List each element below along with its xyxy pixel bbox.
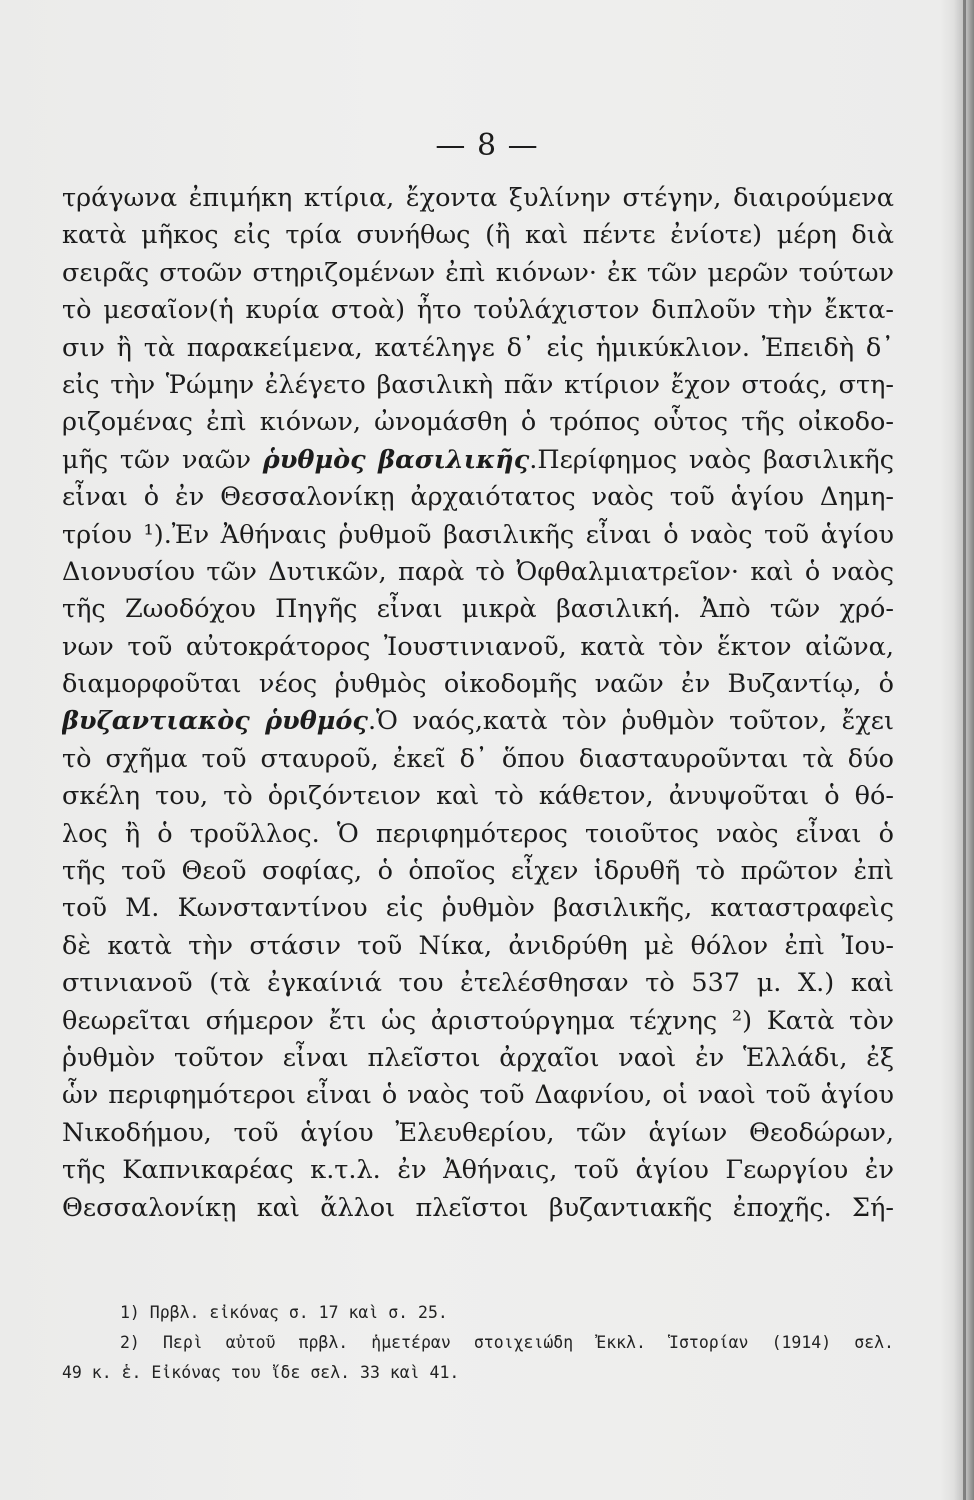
text-line: στινιανοῦ (τὰ ἐγκαίνιά του ἐτελέσθησαν τὸ 537 μ. Χ.) καὶ bbox=[62, 968, 894, 999]
text-line: νων τοῦ αὐτοκράτορος Ἰουστινιανοῦ, κατὰ τὸν ἕκτον αἰῶνα, bbox=[62, 631, 894, 662]
text-line: σειρᾶς στοῶν στηριζομένων ἐπὶ κιόνων· ἐκ τῶν μερῶν τούτων bbox=[62, 257, 894, 288]
text-segment: μῆς τῶν ναῶν bbox=[62, 444, 252, 475]
text-segment: .Περίφημος ναὸς βασιλικῆς bbox=[529, 444, 894, 475]
text-line: σκέλη του, τὸ ὁριζόντειον καὶ τὸ κάθετον, ἀνυψοῦται ὁ θό- bbox=[62, 781, 894, 812]
text-line: τρίου ¹).Ἐν Ἀθήναις ῥυθμοῦ βασιλικῆς εἶναι ὁ ναὸς τοῦ ἁγίου bbox=[62, 519, 894, 550]
text-line: ὧν περιφημότεροι εἶναι ὁ ναὸς τοῦ Δαφνίου, οἱ ναοὶ τοῦ ἁγίου bbox=[62, 1080, 894, 1111]
page-number: — 8 — bbox=[435, 128, 539, 163]
text-line: Νικοδήμου, τοῦ ἁγίου Ἐλευθερίου, τῶν ἁγίων Θεοδώρων, bbox=[62, 1117, 894, 1148]
text-line: τὸ μεσαῖον(ἡ κυρία στοὰ) ἦτο τοὐλάχιστον διπλοῦν τὴν ἔκτα- bbox=[62, 295, 894, 326]
term-byzantine-style: βυζαντιακὸς ῥυθμός bbox=[62, 706, 368, 737]
body-text bbox=[62, 180, 894, 1227]
text-line: τὸ σχῆμα τοῦ σταυροῦ, ἐκεῖ δ᾽ ὅπου διασταυροῦνται τὰ δύο bbox=[62, 743, 894, 774]
text-line: δὲ κατὰ τὴν στάσιν τοῦ Νίκα, ἀνιδρύθη μὲ θόλον ἐπὶ Ἰου- bbox=[62, 930, 894, 961]
text-line: κατὰ μῆκος εἰς τρία συνήθως (ἢ καὶ πέντε ἐνίοτε) μέρη διὰ bbox=[62, 220, 894, 251]
text-line: εἶναι ὁ ἐν Θεσσαλονίκῃ ἀρχαιότατος ναὸς τοῦ ἁγίου Δημη- bbox=[62, 482, 894, 513]
term-basilica-style: ῥυθμὸς βασιλικῆς bbox=[262, 444, 530, 475]
footnote-2-line-2: 49 κ. ἑ. Εἰκόνας του ἴδε σελ. 33 καὶ 41. bbox=[62, 1363, 460, 1382]
page-edge-line bbox=[963, 0, 966, 1500]
text-line: ῥυθμὸν τοῦτον εἶναι πλεῖστοι ἀρχαῖοι ναοὶ ἐν Ἑλλάδι, ἐξ bbox=[62, 1042, 894, 1073]
text-line: λος ἢ ὁ τροῦλλος. Ὁ περιφημότερος τοιοῦτος ναὸς εἶναι ὁ bbox=[62, 818, 894, 849]
text-line: σιν ἢ τὰ παρακείμενα, κατέληγε δ᾽ εἰς ἡμικύκλιον. Ἐπειδὴ δ᾽ bbox=[62, 332, 894, 363]
text-line: τράγωνα ἐπιμήκη κτίρια, ἔχοντα ξυλίνην στέγην, διαιρούμενα bbox=[62, 183, 894, 213]
text-line: τῆς Ζωοδόχου Πηγῆς εἶναι μικρὰ βασιλική. Ἀπὸ τῶν χρό- bbox=[62, 594, 894, 625]
text-line: θεωρεῖται σήμερον ἔτι ὡς ἀριστούργημα τέχνης ²) Κατὰ τὸν bbox=[62, 1005, 894, 1036]
text-line: ριζομένας ἐπὶ κιόνων, ὠνομάσθη ὁ τρόπος οὗτος τῆς οἰκοδο- bbox=[62, 407, 894, 438]
text-line: τῆς Καπνικαρέας κ.τ.λ. ἐν Ἀθήναις, τοῦ ἁγίου Γεωργίου ἐν bbox=[62, 1155, 894, 1186]
text-segment: .Ὁ ναός,κατὰ τὸν ῥυθμὸν τοῦτον, ἔχει bbox=[367, 706, 894, 737]
footnote-2-line-1: 2) Περὶ αὐτοῦ πρβλ. ἡμετέραν στοιχειώδη Ἐκκλ. Ἱστορίαν (1914) σελ. bbox=[120, 1333, 894, 1352]
footnote-1: 1) Πρβλ. εἰκόνας σ. 17 καὶ σ. 25. bbox=[120, 1303, 448, 1322]
text-line: Διονυσίου τῶν Δυτικῶν, παρὰ τὸ Ὀφθαλμιατρεῖον· καὶ ὁ ναὸς bbox=[62, 556, 894, 587]
text-line: τοῦ Μ. Κωνσταντίνου εἰς ῥυθμὸν βασιλικῆς, καταστραφεὶς bbox=[62, 893, 894, 924]
text-line: Θεσσαλονίκῃ καὶ ἄλλοι πλεῖστοι βυζαντιακῆς ἐποχῆς. Σή- bbox=[62, 1192, 894, 1223]
page-edge-shadow bbox=[940, 0, 974, 1500]
text-line: διαμορφοῦται νέος ῥυθμὸς οἰκοδομῆς ναῶν ἐν Βυζαντίῳ, ὁ bbox=[62, 669, 894, 700]
text-line: εἰς τὴν Ῥώμην ἐλέγετο βασιλικὴ πᾶν κτίριον ἔχον στοάς, στη- bbox=[62, 369, 894, 400]
text-line-with-term bbox=[62, 442, 894, 479]
footnotes bbox=[62, 1298, 894, 1388]
text-line-with-term bbox=[62, 703, 894, 740]
text-line: τῆς τοῦ Θεοῦ σοφίας, ὁ ὁποῖος εἶχεν ἱδρυθῆ τὸ πρῶτον ἐπὶ bbox=[62, 856, 894, 887]
